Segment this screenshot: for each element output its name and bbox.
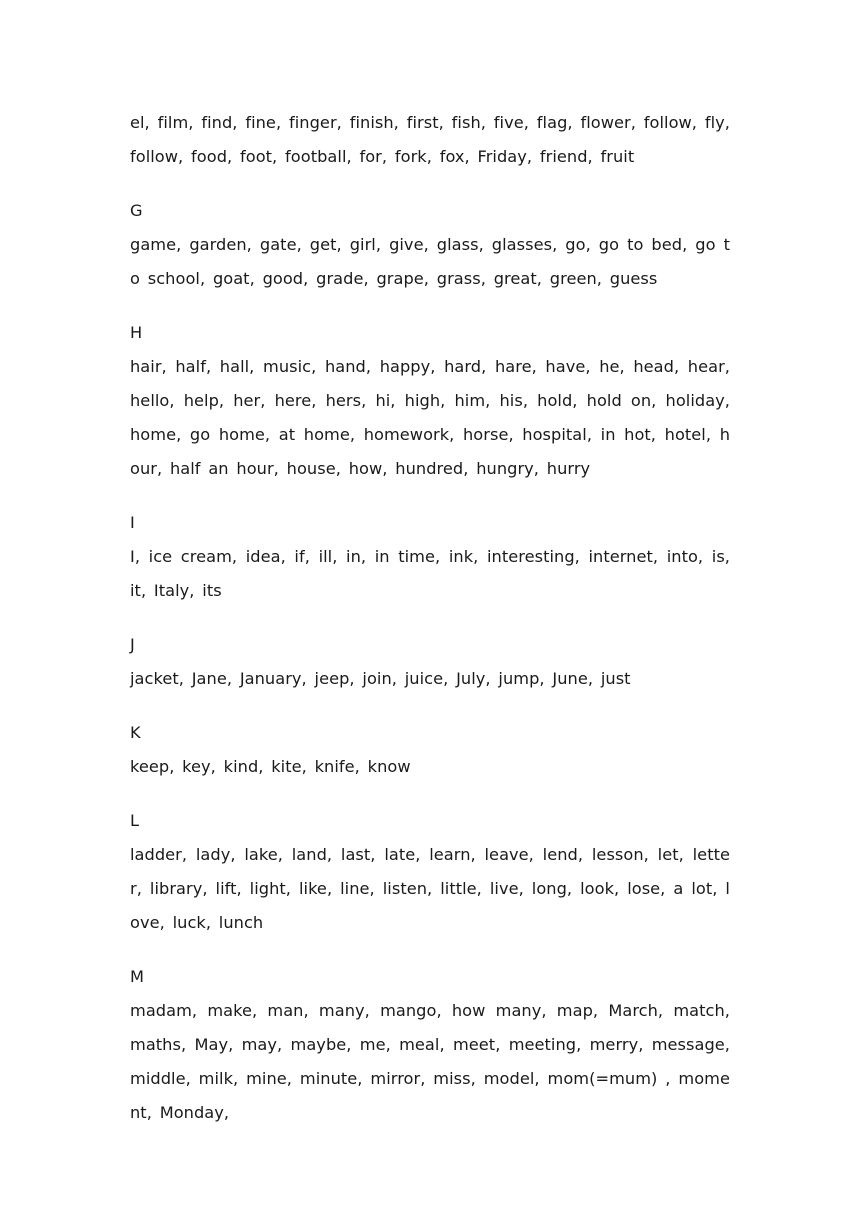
words-i: I, ice cream, idea, if, ill, in, in time, ink, interesting, internet, into, is, it, Italy, its	[130, 547, 730, 600]
letter-heading-j: J	[130, 635, 135, 654]
letter-heading-i: I	[130, 513, 135, 532]
words-h: hair, half, hall, music, hand, happy, hard, hare, have, he, head, hear, hello, help, her, here, hers, hi, high, him, his, hold, hold on, holiday, home, go home, at home, homework, horse, hospital, in hot, hotel, hour, half an hour, house, how, hundred, hungry, hurry	[130, 357, 730, 478]
letter-heading-m: M	[130, 967, 144, 986]
words-g: game, garden, gate, get, girl, give, glass, glasses, go, go to bed, go to school, goat, good, grade, grape, grass, great, green, guess	[130, 235, 730, 288]
words-l: ladder, lady, lake, land, last, late, learn, leave, lend, lesson, let, letter, library, lift, light, like, line, listen, little, live, long, look, lose, a lot, love, luck, lunch	[130, 845, 730, 932]
document-page	[130, 106, 730, 1130]
letter-heading-l: L	[130, 811, 140, 830]
words-m: madam, make, man, many, mango, how many, map, March, match, maths, May, may, maybe, me, meal, meet, meeting, merry, message, middle, milk, mine, minute, mirror, miss, model, mom(=mum) , moment, Monday,	[130, 1001, 730, 1122]
letter-heading-g: G	[130, 201, 143, 220]
words-k: keep, key, kind, kite, knife, know	[130, 757, 411, 776]
letter-heading-k: K	[130, 723, 141, 742]
words-f-continued: el, film, find, fine, finger, finish, first, fish, five, flag, flower, follow, fly, follow, food, foot, football, for, fork, fox, Friday, friend, fruit	[130, 113, 730, 166]
words-j: jacket, Jane, January, jeep, join, juice, July, jump, June, just	[130, 669, 631, 688]
letter-heading-h: H	[130, 323, 143, 342]
